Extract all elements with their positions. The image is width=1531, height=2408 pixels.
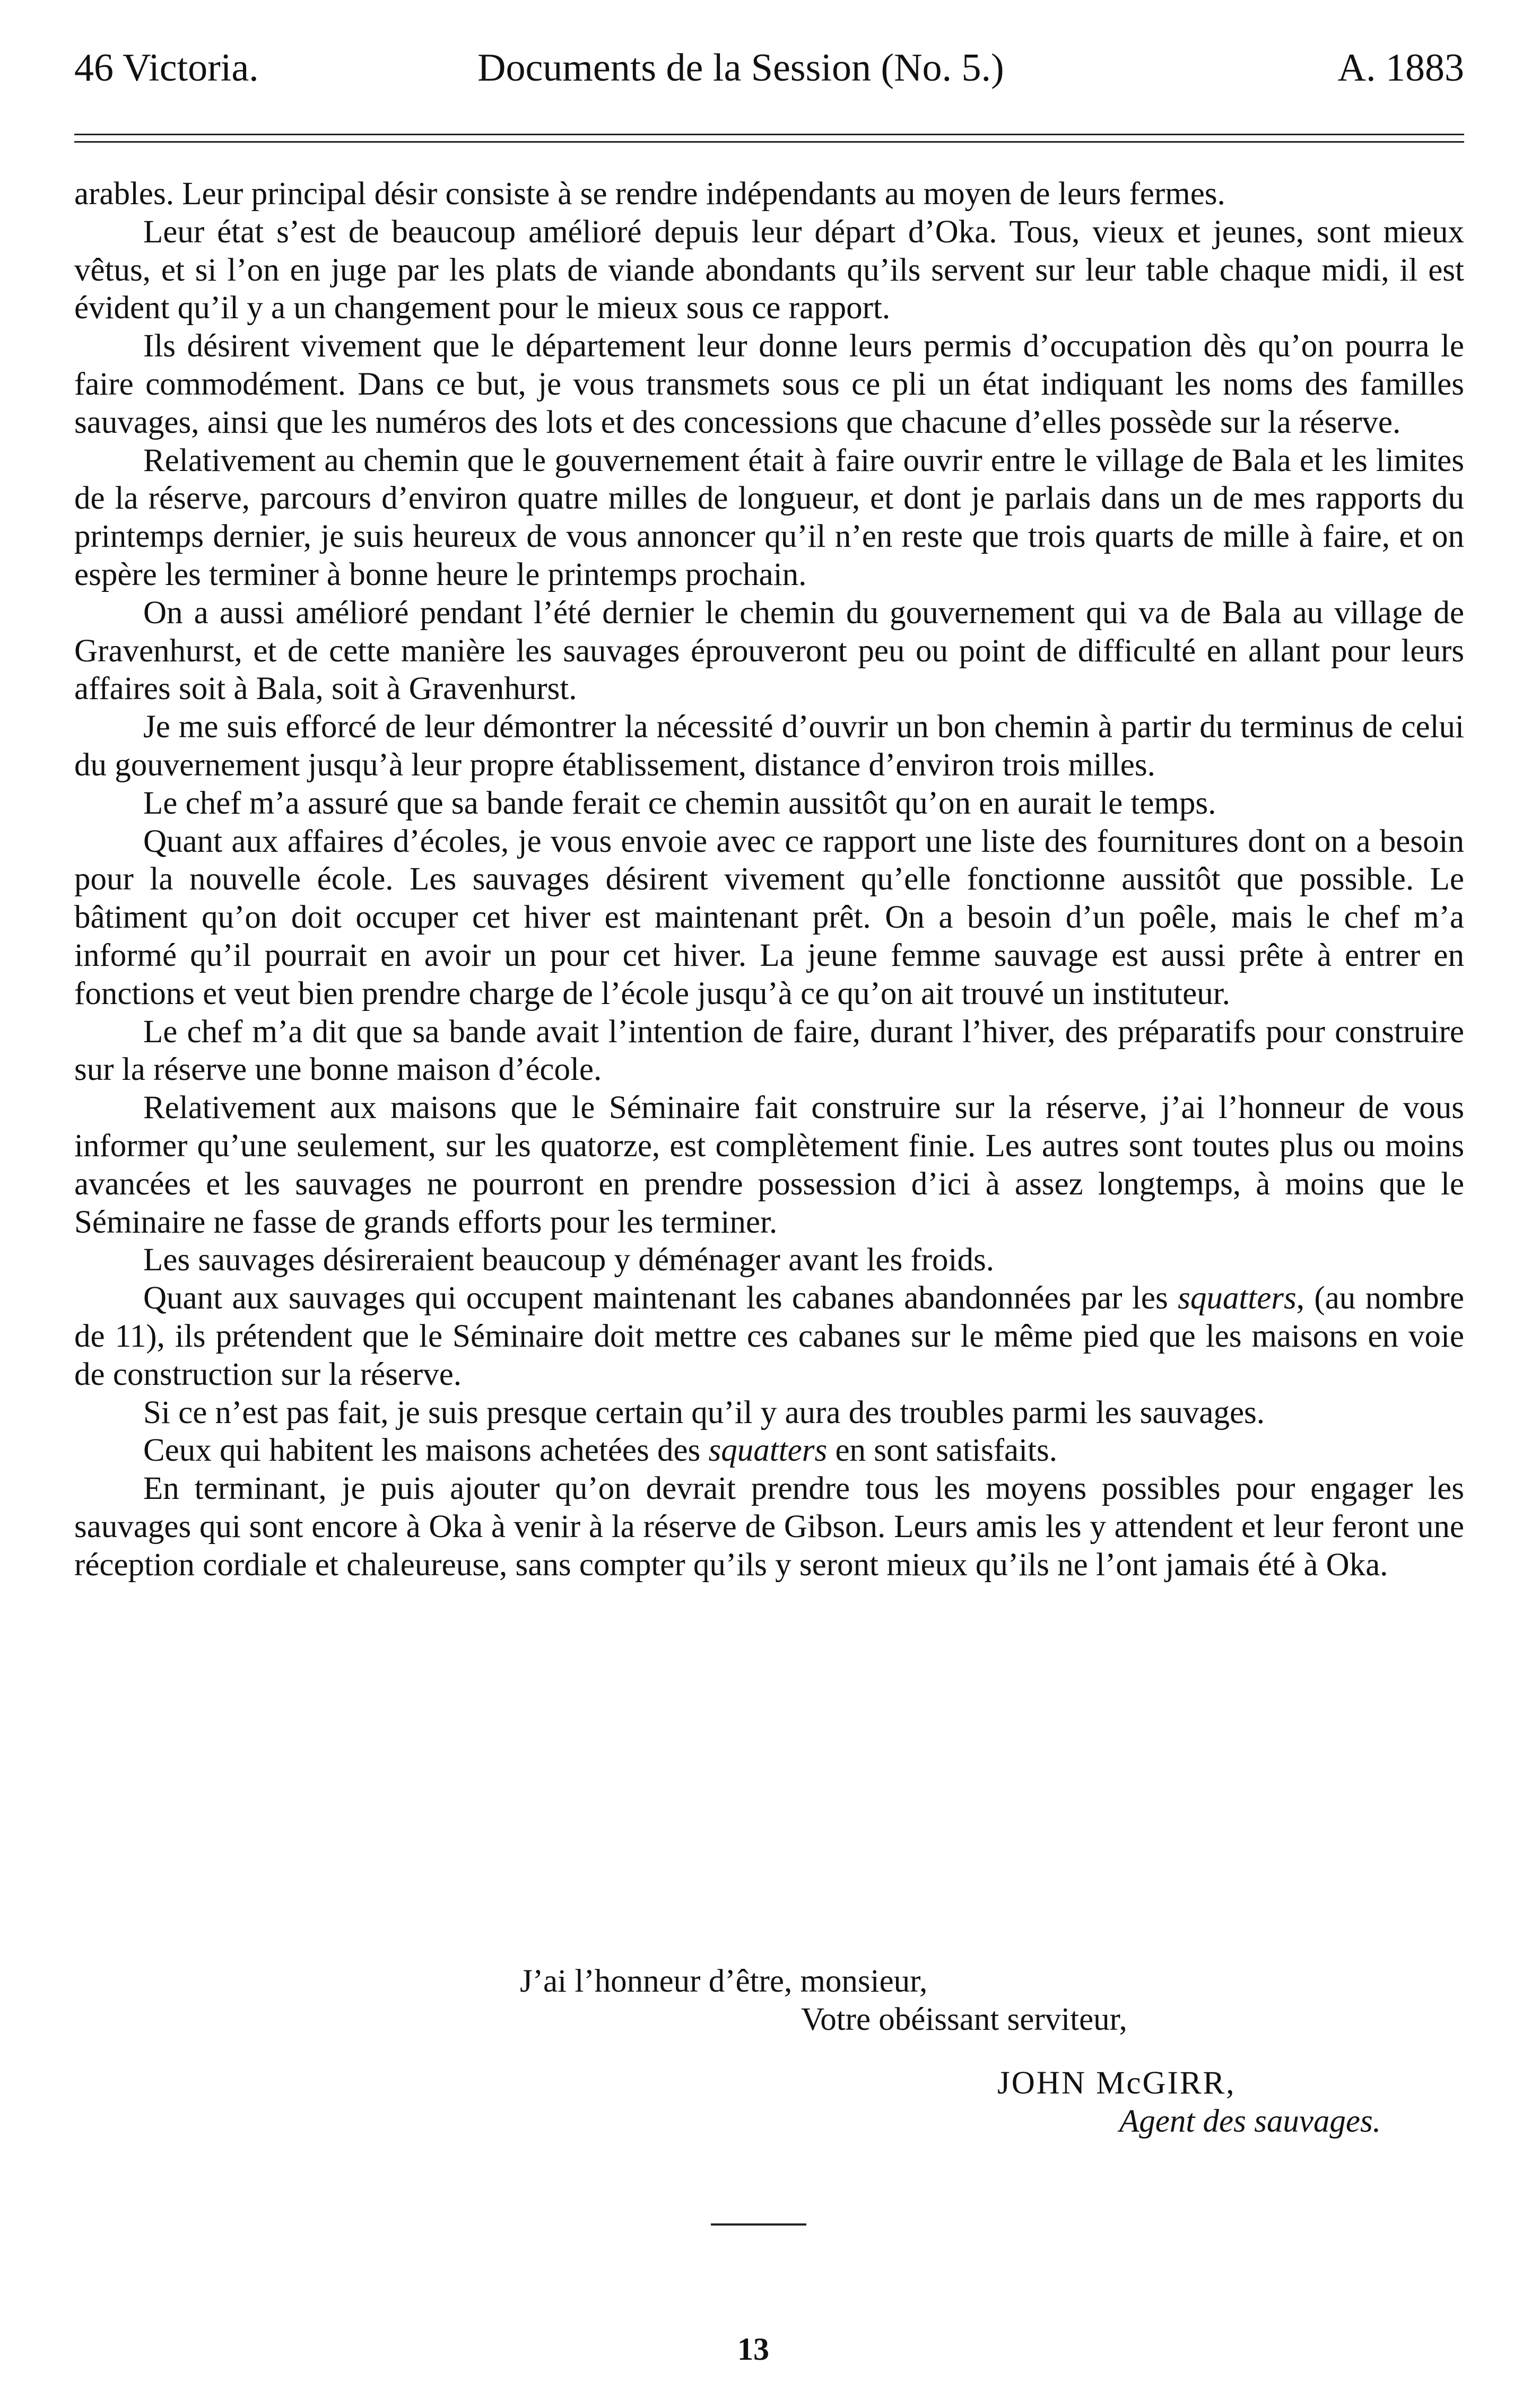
paragraph-11: Les sauvages désireraient beaucoup y déménager avant les froids.: [143, 1242, 994, 1278]
page-number: 13: [737, 2332, 769, 2367]
closing-valediction: Votre obéissant serviteur,: [801, 2002, 1127, 2037]
paragraph-5: On a aussi amélioré pendant l’été dernier le chemin du gouvernement qui va de Bala au village de Gravenhurst, et de cette manière les sauvages éprouveront peu ou point de difficulté en allant pour leurs affaires soit à Bala, soit à Gravenhurst.: [74, 595, 1464, 707]
paragraph-6: Je me suis efforcé de leur démontrer la nécessité d’ouvrir un bon chemin à partir du terminus de celui du gouvernement jusqu’à leur propre établissement, distance d’environ trois milles.: [74, 709, 1464, 783]
paragraph-10: Relativement aux maisons que le Séminaire fait construire sur la réserve, j’ai l’honneur de vous informer qu’une seulement, sur les quatorze, est complètement finie. Les autres sont toutes plus ou moins avancées et les sauvages ne pourront en prendre possession d’ici à assez longtemps, à moins que le Séminaire ne fasse de grands efforts pour les terminer.: [74, 1090, 1464, 1240]
paragraph-14: Ceux qui habitent les maisons achetées des squatters en sont satisfaits.: [143, 1433, 1057, 1469]
paragraph-7: Le chef m’a assuré que sa bande ferait ce chemin aussitôt qu’on en aurait le temps.: [143, 785, 1216, 821]
paragraph-13: Si ce n’est pas fait, je suis presque certain qu’il y aura des troubles parmi les sauvages.: [143, 1394, 1265, 1430]
header-title: Documents de la Session (No. 5.): [477, 46, 1004, 90]
paragraph-8: Quant aux affaires d’écoles, je vous envoie avec ce rapport une liste des fournitures dont on a besoin pour la nouvelle école. Les sauvages désirent vivement qu’elle fonctionne aussitôt que possible. Le bâtiment qu’on doit occuper cet hiver est maintenant prêt. On a besoin d’un poêle, mais le chef m’a informé qu’il pourrait en avoir un pour cet hiver. La jeune femme sauvage est aussi prête à entrer en fonctions et veut bien prendre charge de l’école jusqu’à ce qu’on ait trouvé un instituteur.: [74, 823, 1464, 1011]
paragraph-12: Quant aux sauvages qui occupent maintenant les cabanes abandonnées par les squatters, (au nombre de 11), ils prétendent que le Séminaire doit mettre ces cabanes sur le même pied que les maisons en voie de construction sur la réserve.: [74, 1280, 1464, 1392]
paragraph-1: arables. Leur principal désir consiste à se rendre indépendants au moyen de leurs fermes.: [74, 176, 1225, 212]
header-volume: 46 Victoria.: [74, 46, 259, 90]
paragraph-2: Leur état s’est de beaucoup amélioré depuis leur départ d’Oka. Tous, vieux et jeunes, sont mieux vêtus, et si l’on en juge par les plats de viande abondants qu’ils servent sur leur table chaque midi, il est évident qu’il y a un changement pour le mieux sous ce rapport.: [74, 214, 1464, 326]
paragraph-3: Ils désirent vivement que le département leur donne leurs permis d’occupation dès qu’on pourra le faire commodément. Dans ce but, je vous transmets sous ce pli un état indiquant les noms des familles sauvages, ainsi que les numéros des lots et des concessions que chacune d’elles possède sur la réserve.: [74, 328, 1464, 440]
paragraph-4: Relativement au chemin que le gouvernement était à faire ouvrir entre le village de Bala et les limites de la réserve, parcours d’environ quatre milles de longueur, et dont je parlais dans un de mes rapports du printemps dernier, je suis heureux de vous annoncer qu’il n’en reste que trois quarts de mille à faire, et on espère les terminer à bonne heure le printemps prochain.: [74, 442, 1464, 592]
body-text: [74, 175, 1464, 1584]
header-rule-bottom: [74, 141, 1464, 143]
paragraph-15: En terminant, je puis ajouter qu’on devrait prendre tous les moyens possibles pour engager les sauvages qui sont encore à Oka à venir à la réserve de Gibson. Leurs amis les y attendent et leur feront une réception cordiale et chaleureuse, sans compter qu’ils y seront mieux qu’ils ne l’ont jamais été à Oka.: [74, 1471, 1464, 1583]
header-rule-top: [74, 134, 1464, 135]
footer-rule: [711, 2223, 806, 2226]
running-header: [74, 41, 1464, 105]
italic-term: squatters: [1178, 1280, 1297, 1316]
signature-title: Agent des sauvages.: [1119, 2104, 1381, 2139]
italic-term: squatters: [708, 1433, 828, 1469]
header-year: A. 1883: [1337, 46, 1464, 90]
paragraph-9: Le chef m’a dit que sa bande avait l’intention de faire, durant l’hiver, des préparatifs pour construire sur la réserve une bonne maison d’école.: [74, 1014, 1464, 1088]
closing-salutation: J’ai l’honneur d’être, monsieur,: [520, 1964, 928, 1999]
signature-name: JOHN McGIRR,: [997, 2065, 1236, 2101]
